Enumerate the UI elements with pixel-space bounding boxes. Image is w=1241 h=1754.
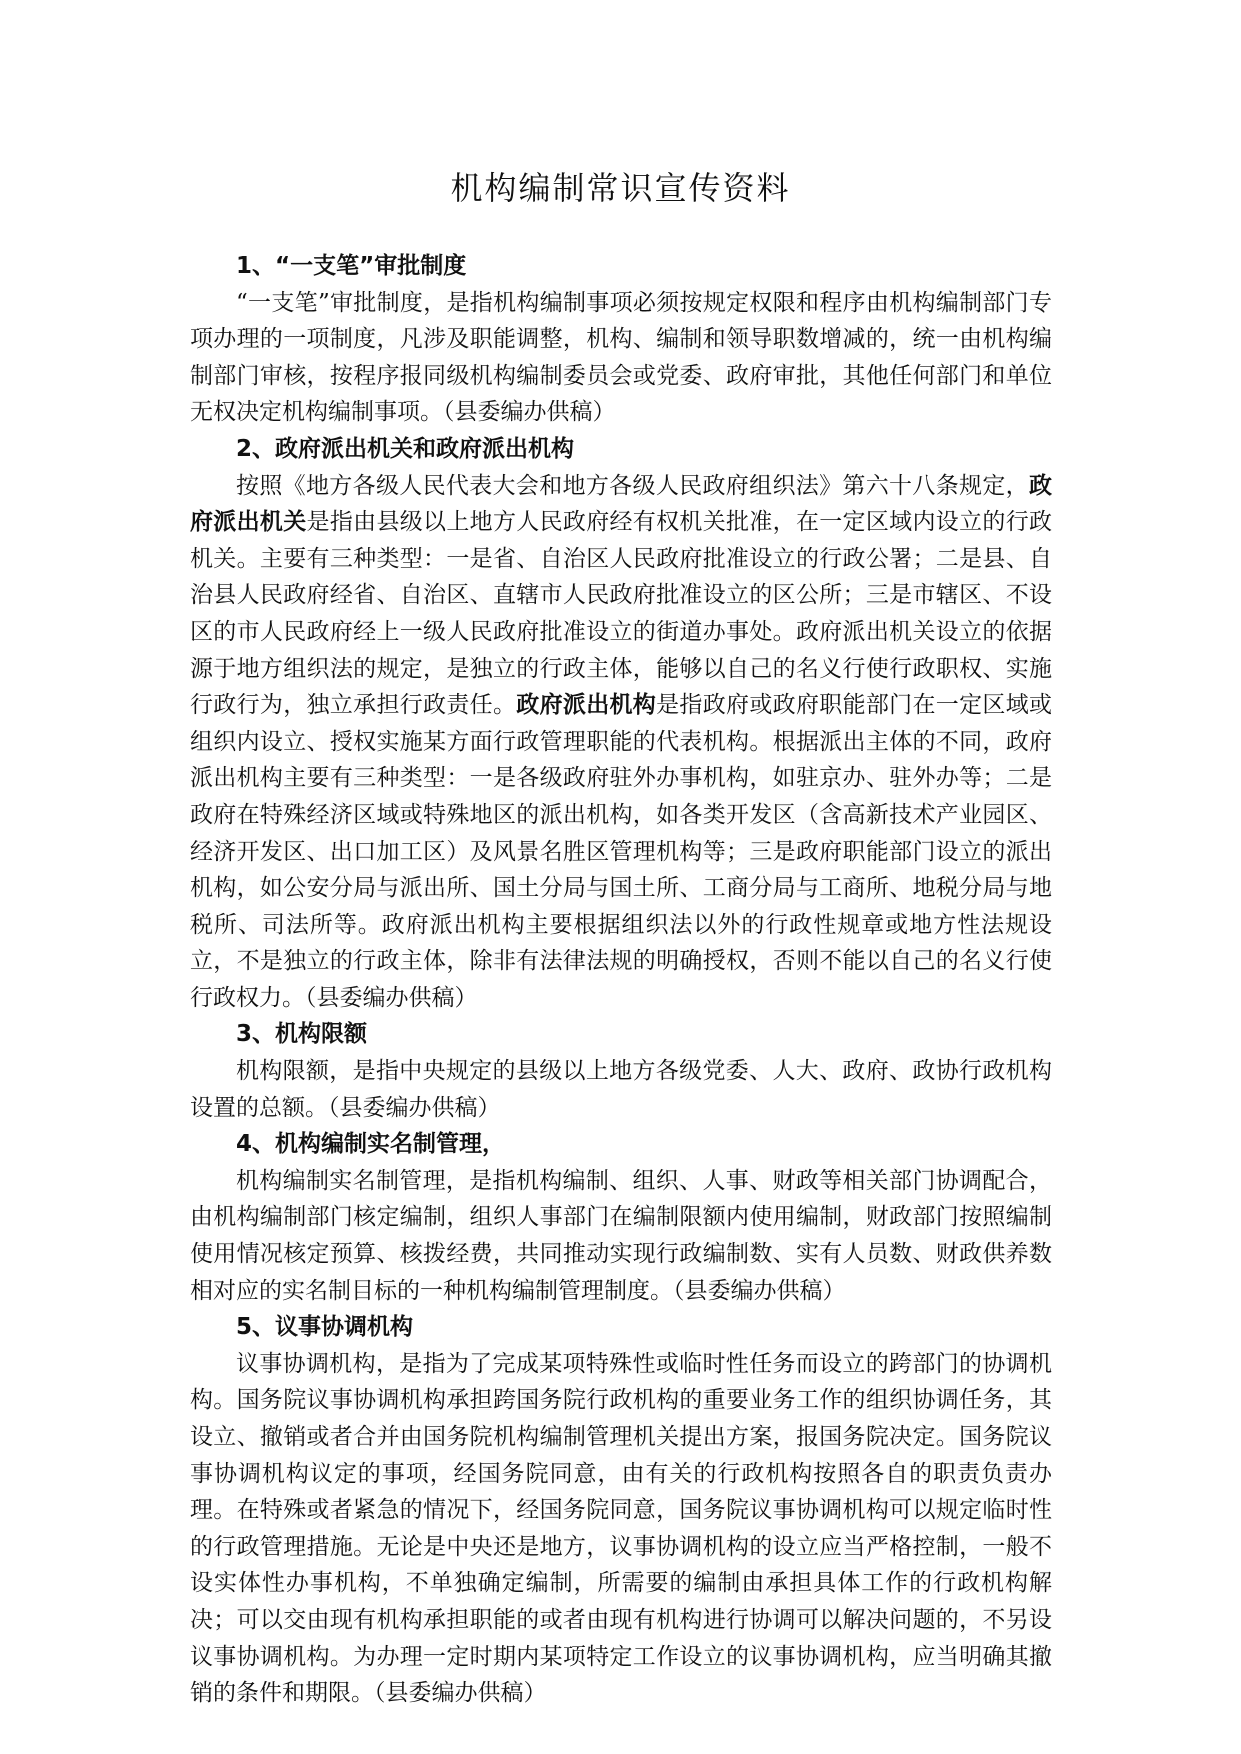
section-paragraph: [190, 468, 1052, 1017]
section-paragraph: 机构限额，是指中央规定的县级以上地方各级党委、人大、政府、政协行政机构设置的总额。（县委编办供稿）: [190, 1058, 1052, 1121]
paragraph-text: 是指政府或政府职能部门在一定区域或组织内设立、授权实施某方面行政管理职能的代表机构。根据派出主体的不同，政府派出机构主要有三种类型：一是各级政府驻外办事机构，如驻京办、驻外办等；二是政府在特殊经济区域或特殊地区的派出机构，如各类开发区（含高新技术产业园区、经济开发区、出口加工区）及风景名胜区管理机构等；三是政府职能部门设立的派出机构，如公安分局与派出所、国土分局与国土所、工商分局与工商所、地税分局与地税所、司法所等。政府派出机构主要根据组织法以外的行政性规章或地方性法规设立，不是独立的行政主体，除非有法律法规的明确授权，否则不能以自己的名义行使行政权力。（县委编办供稿）: [190, 692, 1053, 1011]
section-paragraph: 机构编制实名制管理，是指机构编制、组织、人事、财政等相关部门协调配合，由机构编制部门核定编制，组织人事部门在编制限额内使用编制，财政部门按照编制使用情况核定预算、核拨经费，共同推动实现行政编制数、实有人员数、财政供养数相对应的实名制目标的一种机构编制管理制度。（县委编办供稿）: [190, 1167, 1052, 1304]
section-heading: 4、机构编制实名制管理，: [236, 1131, 506, 1158]
section-4: [190, 1126, 1052, 1309]
paragraph-text: 是指由县级以上地方人民政府经有权机关批准，在一定区域内设立的行政机关。主要有三种类型：一是省、自治区人民政府批准设立的行政公署；二是县、自治县人民政府经省、自治区、直辖市人民政府批准设立的区公所；三是市辖区、不设区的市人民政府经上一级人民政府批准设立的街道办事处。政府派出机关设立的依据源于地方组织法的规定，是独立的行政主体，能够以自己的名义行使行政职权、实施行政行为，独立承担行政责任。: [190, 509, 1053, 719]
section-heading: 2、政府派出机关和政府派出机构: [236, 435, 575, 462]
section-paragraph: “一支笔”审批制度，是指机构编制事项必须按规定权限和程序由机构编制部门专项办理的一项制度，凡涉及职能调整，机构、编制和领导职数增减的，统一由机构编制部门审核，按程序报同级机构编制委员会或党委、政府审批，其他任何部门和单位无权决定机构编制事项。（县委编办供稿）: [190, 289, 1052, 426]
paragraph-text: 按照《地方各级人民代表大会和地方各级人民政府组织法》第六十八条规定，: [236, 472, 1029, 499]
section-2: [190, 431, 1052, 1017]
section-1: [190, 248, 1052, 431]
document-title: 机构编制常识宣传资料: [450, 169, 791, 207]
section-3: [190, 1016, 1052, 1126]
bold-term: 政府派出机构: [516, 692, 657, 719]
bold-term: 政府派出机关: [190, 472, 1052, 536]
section-5: [190, 1309, 1052, 1712]
document-body: [190, 248, 1052, 1712]
section-heading: 1、“一支笔”审批制度: [236, 253, 467, 279]
section-heading: 5、议事协调机构: [236, 1314, 414, 1341]
section-paragraph: 议事协调机构，是指为了完成某项特殊性或临时性任务而设立的跨部门的协调机构。国务院议事协调机构承担跨国务院行政机构的重要业务工作的组织协调任务，其设立、撤销或者合并由国务院机构编制管理机关提出方案，报国务院决定。国务院议事协调机构议定的事项，经国务院同意，由有关的行政机构按照各自的职责负责办理。在特殊或者紧急的情况下，经国务院同意，国务院议事协调机构可以规定临时性的行政管理措施。无论是中央还是地方，议事协调机构的设立应当严格控制，一般不设实体性办事机构，不单独确定编制，所需要的编制由承担具体工作的行政机构解决；可以交由现有机构承担职能的或者由现有机构进行协调可以解决问题的，不另设议事协调机构。为办理一定时期内某项特定工作设立的议事协调机构，应当明确其撤销的条件和期限。（县委编办供稿）: [190, 1350, 1052, 1707]
section-heading: 3、机构限额: [236, 1021, 368, 1048]
